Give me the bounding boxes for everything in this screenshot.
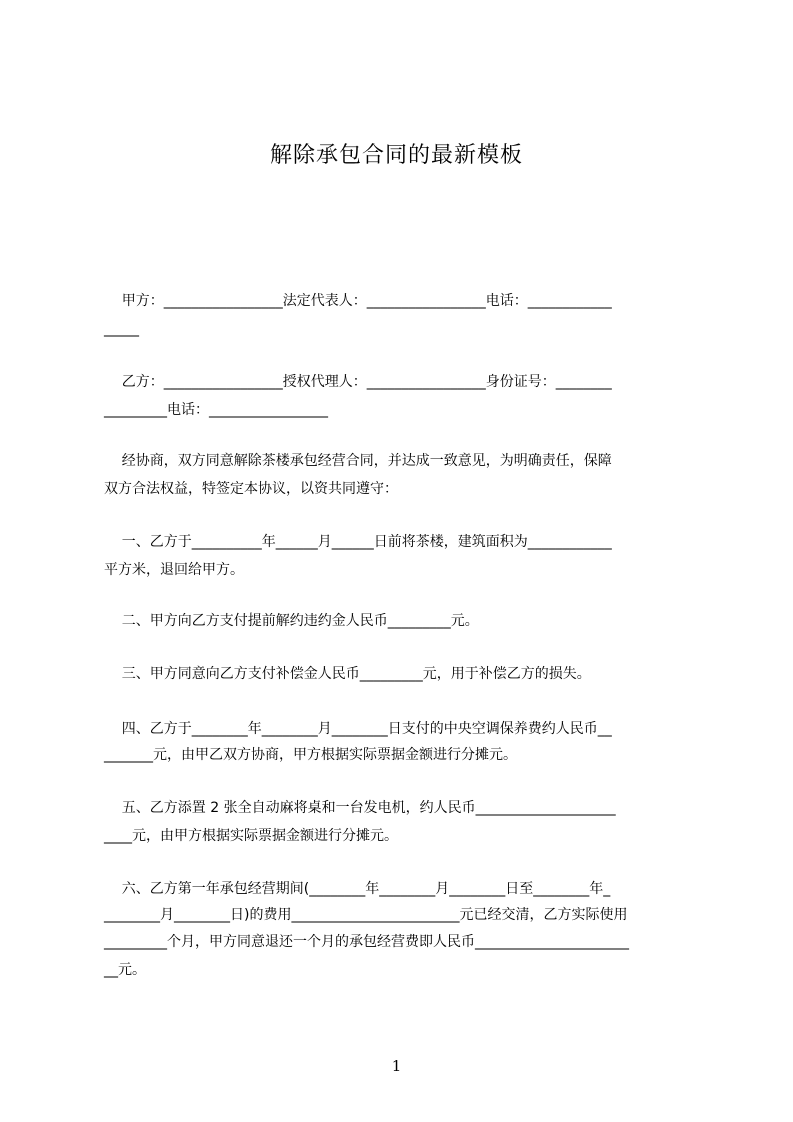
paragraph-party-b-line-2: _________电话：_________________	[104, 402, 328, 418]
paragraph-preamble-line-2: 双方合法权益，特签定本协议，以资共同遵守：	[104, 481, 398, 497]
clause-1-line-1: 一、乙方于__________年______月______日前将茶楼，建筑面积为____________	[104, 534, 612, 550]
clause-6-line-3: _________个月，甲方同意退还一个月的承包经营费即人民币______________________	[104, 934, 629, 950]
clause-6-line-1: 六、乙方第一年承包经营期间(________年________月________日至________年_	[104, 881, 611, 897]
clause-3-line-1: 三、甲方同意向乙方支付补偿金人民币_________元，用于补偿乙方的损失。	[104, 666, 591, 682]
clause-5-line-2: ____元，由甲方根据实际票据金额进行分摊元。	[104, 828, 398, 844]
paragraph-party-a-line-2: _____	[104, 321, 139, 337]
page-number: 1	[391, 1057, 402, 1075]
clause-1-line-2: 平方米，退回给甲方。	[104, 562, 244, 578]
clause-4-line-1: 四、乙方于________年________月________日支付的中央空调保养费约人民币__	[104, 721, 612, 737]
clause-2-line-1: 二、甲方向乙方支付提前解约违约金人民币_________元。	[104, 613, 479, 629]
paragraph-preamble-line-1: 经协商，双方同意解除茶楼承包经营合同，并达成一致意见，为明确责任，保障	[104, 453, 612, 469]
clause-6-line-2: ________月________日)的费用________________________元已经交清，乙方实际使用	[104, 907, 628, 923]
document-title: 解除承包合同的最新模板	[269, 143, 523, 168]
clause-4-line-2: _______元，由甲乙双方协商，甲方根据实际票据金额进行分摊元。	[104, 747, 517, 763]
clause-5-line-1: 五、乙方添置 2 张全自动麻将桌和一台发电机，约人民币____________________	[104, 800, 616, 816]
paragraph-party-b-line-1: 乙方：_________________授权代理人：_________________身份证号：________	[104, 374, 612, 390]
paragraph-party-a-line-1: 甲方：_________________法定代表人：_________________电话：____________	[104, 293, 612, 309]
clause-6-line-4: __元。	[104, 962, 146, 978]
